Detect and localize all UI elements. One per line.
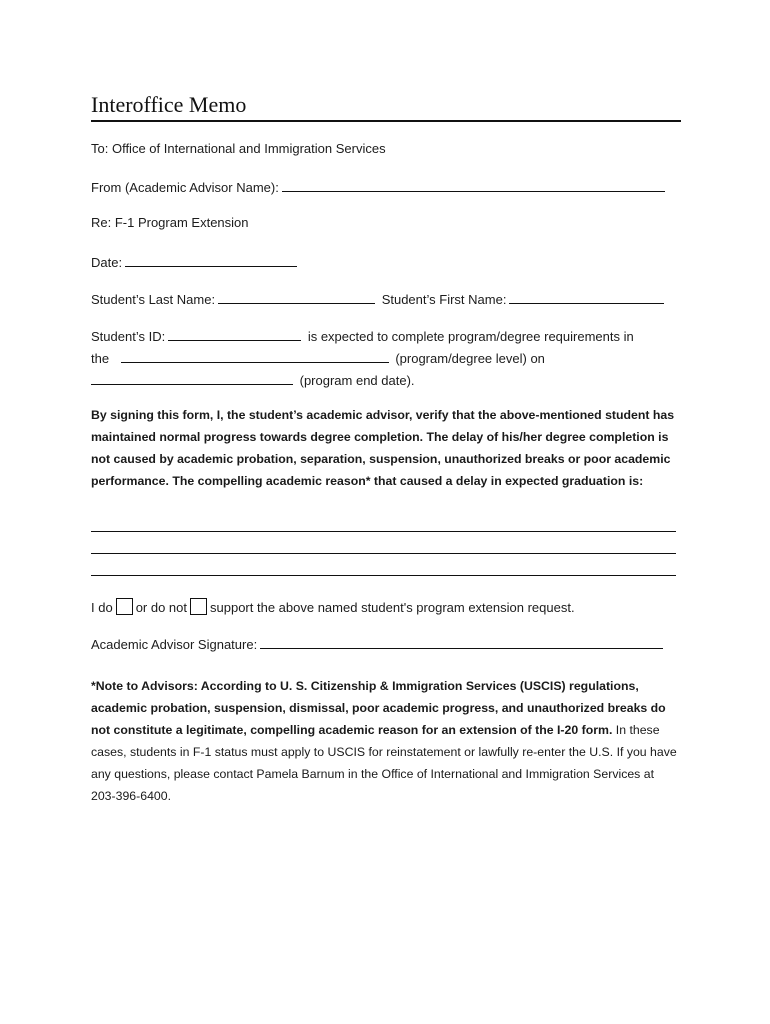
memo-title: Interoffice Memo [91, 92, 247, 117]
program-level-line [91, 349, 545, 367]
last-name-label: Student’s Last Name: [91, 292, 216, 307]
student-id-line [91, 327, 634, 345]
from-label: From (Academic Advisor Name): [91, 180, 279, 195]
end-date-text: (program end date). [299, 373, 415, 388]
date-field[interactable] [125, 253, 297, 267]
last-name-field[interactable] [218, 290, 375, 304]
do-not-support-checkbox[interactable] [190, 598, 207, 615]
reason-line-2[interactable] [91, 553, 676, 554]
program-level-text: (program/degree level) on [395, 351, 545, 366]
first-name-field[interactable] [509, 290, 664, 304]
signature-label: Academic Advisor Signature: [91, 637, 258, 652]
id-text-after: is expected to complete program/degree requirements in [307, 329, 634, 344]
reason-line-1[interactable] [91, 531, 676, 532]
student-id-field[interactable] [168, 327, 301, 341]
i-do-label: I do [91, 600, 113, 615]
id-label: Student’s ID: [91, 329, 166, 344]
student-name-line [91, 290, 667, 308]
or-do-not-label: or do not [135, 600, 188, 615]
first-name-label: Student’s First Name: [381, 292, 507, 307]
to-line: To: Office of International and Immigration Services [91, 141, 386, 156]
signature-line [91, 635, 666, 653]
signature-field[interactable] [260, 635, 663, 649]
support-line [91, 598, 575, 616]
the-label: the [91, 351, 110, 366]
reason-line-3[interactable] [91, 575, 676, 576]
verification-paragraph: By signing this form, I, the student’s academic advisor, verify that the above-mentioned student has maintained normal progress towards degree completion. The delay of his/her degree completion is not caused by academic probation, separation, suspension, unauthorized breaks or poor academic performance. The compelling academic reason* that caused a delay in expected graduation is: [91, 408, 675, 488]
advisor-note [91, 675, 681, 807]
advisor-name-field[interactable] [282, 178, 665, 192]
date-line [91, 253, 300, 271]
support-text: support the above named student's program extension request. [210, 600, 575, 615]
advisor-note-bold: *Note to Advisors: According to U. S. Citizenship & Immigration Services (USCIS) regulations, academic probation, suspension, dismissal, poor academic progress, and unauthorized breaks do not constitute a legitimate, compelling academic reason for an extension of the I-20 form. [91, 679, 666, 737]
program-end-date-field[interactable] [91, 371, 293, 385]
title-divider [91, 120, 681, 122]
from-line [91, 178, 668, 196]
end-date-line [88, 371, 415, 389]
advisor-note-text: In these cases, students in F-1 status must apply to USCIS for reinstatement or lawfully re-enter the U.S. If you have any questions, please contact Pamela Barnum in the Office of International and Immigration Services at 203-396-6400. [91, 723, 677, 803]
re-line: Re: F-1 Program Extension [91, 215, 249, 230]
date-label: Date: [91, 255, 123, 270]
support-checkbox[interactable] [116, 598, 133, 615]
program-level-field[interactable] [121, 349, 389, 363]
